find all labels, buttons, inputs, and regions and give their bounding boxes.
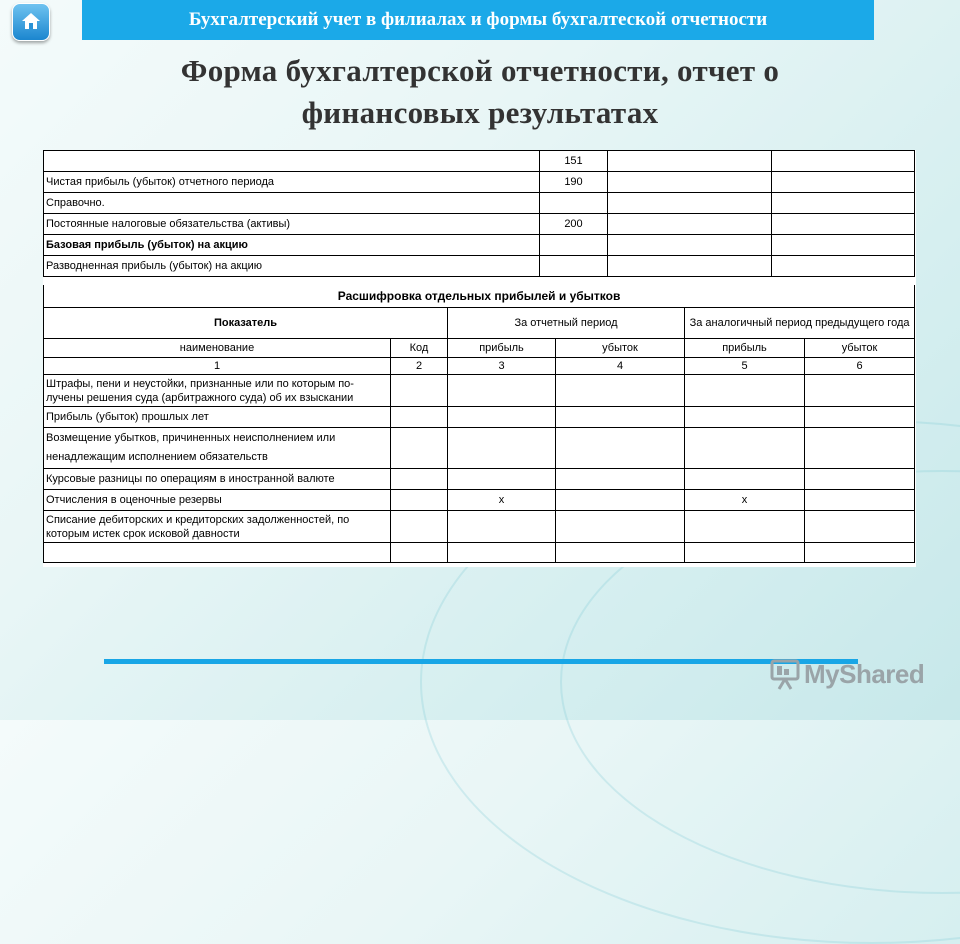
header-profit: прибыль: [448, 339, 556, 358]
row-label: Базовая прибыль (убыток) на акцию: [44, 235, 540, 256]
header-row: [44, 308, 915, 339]
header-current-period: За отчетный период: [448, 308, 685, 339]
table-row: [44, 193, 915, 214]
header-code: Код: [391, 339, 448, 358]
table-row: [44, 469, 915, 490]
value-cell: [805, 469, 915, 490]
value-cell: [448, 428, 556, 469]
table-row: [44, 256, 915, 277]
row-code: [540, 235, 608, 256]
value-cell: [805, 407, 915, 428]
value-cell: [685, 407, 805, 428]
row-name: Возмещение убытков, причиненных неисполнением или ненадлежащим исполнением обязательств: [44, 428, 391, 469]
code-cell: [391, 543, 448, 563]
row-code: 151: [540, 151, 608, 172]
value-cell: [772, 256, 915, 277]
code-cell: [391, 511, 448, 543]
table-row: [44, 428, 915, 469]
col-number: 3: [448, 358, 556, 375]
table-row: [44, 511, 915, 543]
presentation-board-icon: [768, 657, 804, 691]
value-cell: [556, 543, 685, 563]
value-cell: [556, 469, 685, 490]
row-label: Разводненная прибыль (убыток) на акцию: [44, 256, 540, 277]
value-cell: [448, 543, 556, 563]
value-cell: [805, 490, 915, 511]
breakdown-table: [43, 285, 915, 563]
row-code: 190: [540, 172, 608, 193]
home-icon: [21, 12, 41, 30]
table-row: [44, 490, 915, 511]
column-numbers-row: [44, 358, 915, 375]
home-button[interactable]: [12, 3, 50, 41]
value-cell: [448, 375, 556, 407]
value-cell: [556, 375, 685, 407]
value-cell: [772, 172, 915, 193]
value-cell: [448, 407, 556, 428]
table-row: [44, 214, 915, 235]
logo-text: MyShared: [804, 658, 925, 689]
value-cell: [805, 428, 915, 469]
header-indicator: Показатель: [44, 308, 448, 339]
row-name: Курсовые разницы по операциям в иностранной валюте: [44, 469, 391, 490]
value-cell: [556, 511, 685, 543]
row-label: Постоянные налоговые обязательства (активы): [44, 214, 540, 235]
value-cell: [685, 469, 805, 490]
row-name: Отчисления в оценочные резервы: [44, 490, 391, 511]
value-cell: [608, 256, 772, 277]
value-cell: [608, 214, 772, 235]
value-cell: [772, 193, 915, 214]
col-number: 5: [685, 358, 805, 375]
code-cell: [391, 490, 448, 511]
section-title: Расшифровка отдельных прибылей и убытков: [44, 285, 915, 308]
value-cell: [556, 407, 685, 428]
value-cell: [772, 151, 915, 172]
col-number: 4: [556, 358, 685, 375]
code-cell: [391, 469, 448, 490]
value-cell: [448, 469, 556, 490]
header-previous-period: За аналогичный период предыдущего года: [685, 308, 915, 339]
code-cell: [391, 428, 448, 469]
col-number: 1: [44, 358, 391, 375]
myshared-logo: [768, 656, 924, 692]
row-name: Прибыль (убыток) прошлых лет: [44, 407, 391, 428]
section-title-row: [44, 285, 915, 308]
value-cell: [448, 511, 556, 543]
value-cell: [556, 428, 685, 469]
code-cell: [391, 407, 448, 428]
value-cell: [556, 490, 685, 511]
row-code: [540, 193, 608, 214]
value-cell: [608, 151, 772, 172]
table-row: [44, 172, 915, 193]
value-cell: [805, 543, 915, 563]
value-cell: х: [685, 490, 805, 511]
subheader-row: [44, 339, 915, 358]
value-cell: [805, 375, 915, 407]
row-label: [44, 151, 540, 172]
table-row: [44, 151, 915, 172]
row-label: Чистая прибыль (убыток) отчетного периода: [44, 172, 540, 193]
value-cell: [685, 511, 805, 543]
page-title: Форма бухгалтерской отчетности, отчет о финансовых результатах: [180, 53, 780, 130]
header-name: наименование: [44, 339, 391, 358]
header-loss: убыток: [805, 339, 915, 358]
value-cell: [608, 235, 772, 256]
report-form: [43, 150, 916, 567]
value-cell: [685, 543, 805, 563]
code-cell: [391, 375, 448, 407]
banner-text: Бухгалтерский учет в филиалах и формы бухгалтеской отчетности: [188, 9, 768, 30]
row-code: [540, 256, 608, 277]
value-cell: [685, 428, 805, 469]
summary-table: [43, 150, 915, 277]
table-row: [44, 235, 915, 256]
col-number: 6: [805, 358, 915, 375]
col-number: 2: [391, 358, 448, 375]
value-cell: [608, 193, 772, 214]
row-name: Штрафы, пени и неустойки, признанные или по которым по-лучены решения суда (арбитражного суда) об их взыскании: [44, 375, 391, 407]
table-row: [44, 375, 915, 407]
value-cell: х: [448, 490, 556, 511]
top-banner: [82, 0, 874, 40]
value-cell: [772, 214, 915, 235]
row-code: 200: [540, 214, 608, 235]
row-label: Справочно.: [44, 193, 540, 214]
value-cell: [608, 172, 772, 193]
value-cell: [685, 375, 805, 407]
table-row: [44, 543, 915, 563]
row-name: [44, 543, 391, 563]
table-row: [44, 407, 915, 428]
footer-divider: [104, 659, 858, 664]
row-name: Списание дебиторских и кредиторских задолженностей, по которым истек срок исковой давности: [44, 511, 391, 543]
value-cell: [805, 511, 915, 543]
header-profit: прибыль: [685, 339, 805, 358]
value-cell: [772, 235, 915, 256]
header-loss: убыток: [556, 339, 685, 358]
